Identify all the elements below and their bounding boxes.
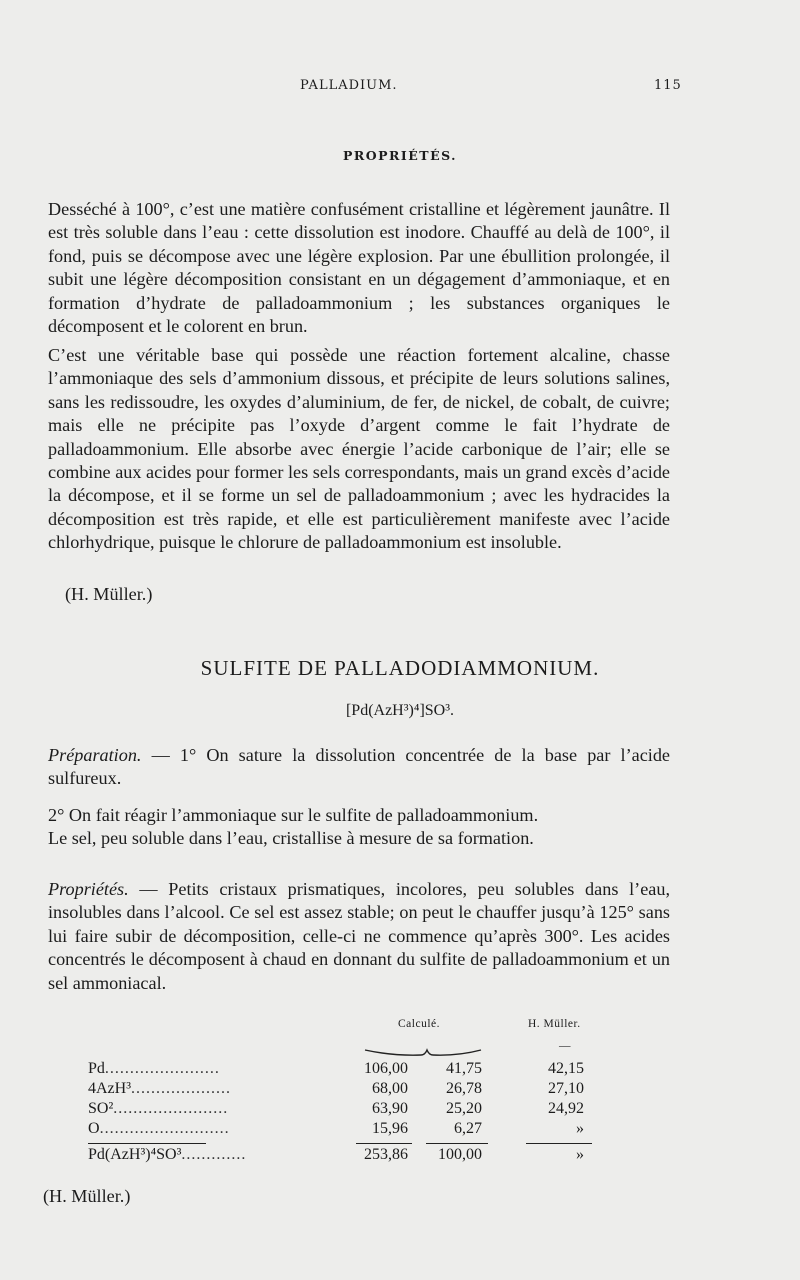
total-rule-percent <box>426 1143 488 1144</box>
compound-formula: [Pd(AzH³)⁴]SO³. <box>345 702 455 719</box>
citation-muller: (H. Müller.) <box>65 584 153 604</box>
row-label: 4AzH³ <box>88 1080 132 1097</box>
row-calc-value: 68,00 <box>372 1080 408 1097</box>
total-calc-value: 253,86 <box>364 1146 408 1163</box>
total-rule-found <box>526 1143 592 1144</box>
row-calc-percent: 25,20 <box>446 1100 482 1117</box>
paragraph-text: C’est une véritable base qui possède une réaction fortement alcaline, chasse l’ammoniaque des sels d’ammonium dissous, et précipite de leurs solutions salines, sans les redissoudre, les oxydes d’aluminium, de fer, de nickel, de cobalt, de cuivre; mais elle ne précipite pas l’oxyde d’argent comme le fait l’hydrate de palladoammonium. Elle absorbe avec énergie l’acide carbonique de l’air; elle se combine aux acides pour former les sels correspondants, mais un grand excès d’acide la décompose, et il se forme un sel de palladoammonium ; avec les hydracides la décomposition est très rapide, et elle est particulièrement manifeste avec l’acide chlorhydrique, puisque le chlorure de palladoammonium est insoluble. <box>48 345 670 553</box>
row-found-value: 24,92 <box>548 1100 584 1117</box>
total-found-value: » <box>576 1146 584 1163</box>
row-calc-value: 106,00 <box>364 1060 408 1077</box>
properties-lead: Propriétés. <box>48 879 129 899</box>
row-calc-percent: 41,75 <box>446 1060 482 1077</box>
analysis-table: Calculé. H. Müller. — Pd....................... 106,00 41,75 42,15 4AzH³.................... 68,00 26,78 27,10 SO²....................... 63,90 25,20 24,92 O.......................... 15,96 6,27 » Pd(AzH³)⁴SO³............. 253,86 100,00 » <box>0 1018 800 1178</box>
citation-muller-2: (H. Müller.) <box>43 1186 131 1206</box>
properties-text: — Petits cristaux prismatiques, incolores, peu solubles dans l’eau, insolubles dans l’alcool. Ce sel est assez stable; on peut le chauffer jusqu’à 125° sans lui faire subir de décomposition, celle-ci ne commence qu’après 300°. Les acides concentrés le décomposent à chaud en donnant du sulfite de palladoammonium et un sel ammoniacal. <box>48 879 670 993</box>
preparation-step-3: Le sel, peu soluble dans l’eau, cristallise à mesure de sa formation. <box>48 828 534 849</box>
column-muller-dash: — <box>559 1040 571 1052</box>
properties-paragraph <box>48 878 670 995</box>
total-rule-calc <box>356 1143 412 1144</box>
total-rule-label <box>88 1143 206 1144</box>
page-header <box>0 78 800 98</box>
calcule-brace <box>363 1048 483 1058</box>
running-head: PALLADIUM. <box>300 78 398 93</box>
row-calc-percent: 6,27 <box>454 1120 482 1137</box>
compound-title: SULFITE DE PALLADODIAMMONIUM. <box>200 656 600 680</box>
row-calc-percent: 26,78 <box>446 1080 482 1097</box>
paragraph-properties-1 <box>48 198 670 338</box>
section-heading-proprietes: PROPRIÉTÉS. <box>342 148 458 163</box>
paragraph-properties-2 <box>48 344 670 555</box>
preparation-paragraph <box>48 744 670 791</box>
total-calc-percent: 100,00 <box>438 1146 482 1163</box>
preparation-lead: Préparation. <box>48 745 142 765</box>
page-number: 115 <box>654 78 682 93</box>
row-calc-value: 15,96 <box>372 1120 408 1137</box>
row-found-value: » <box>576 1120 584 1137</box>
preparation-steps <box>48 804 670 851</box>
preparation-step-2: 2° On fait réagir l’ammoniaque sur le sulfite de palladoammonium. <box>48 805 539 825</box>
preparation-text: — 1° On sature la dissolution concentrée de la base par l’acide sulfureux. <box>48 745 670 789</box>
row-found-value: 42,15 <box>548 1060 584 1077</box>
row-label: O <box>88 1120 100 1137</box>
column-header-muller: H. Müller. <box>528 1018 581 1030</box>
paragraph-text: Desséché à 100°, c’est une matière confusément cristalline et légèrement jaunâtre. Il est très soluble dans l’eau : cette dissolution est inodore. Chauffé au delà de 100°, il fond, puis se décompose avec une légère explosion. Par une ébullition prolongée, il subit une légère décomposition consistant en un dégagement d’ammoniaque, et en formation d’hydrate de palladoammonium ; les substances organiques le décomposent et le colorent en brun. <box>48 199 670 337</box>
row-label: SO² <box>88 1100 114 1117</box>
row-label: Pd <box>88 1060 105 1077</box>
row-found-value: 27,10 <box>548 1080 584 1097</box>
column-header-calcule: Calculé. <box>398 1018 440 1030</box>
row-calc-value: 63,90 <box>372 1100 408 1117</box>
total-label: Pd(AzH³)⁴SO³ <box>88 1146 182 1163</box>
